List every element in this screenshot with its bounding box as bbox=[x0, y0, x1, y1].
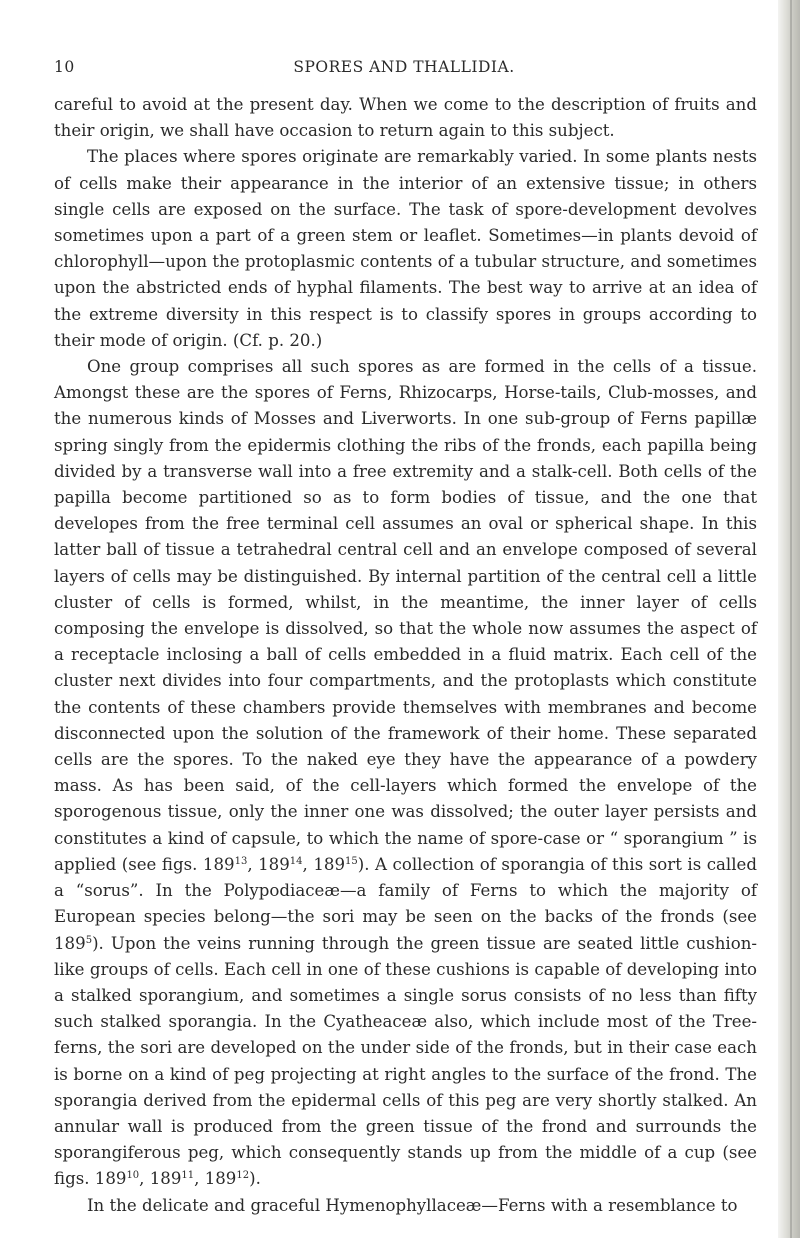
figure-superscript: 13 bbox=[234, 855, 248, 867]
figure-superscript: 5 bbox=[85, 934, 93, 946]
figure-superscript: 12 bbox=[236, 1170, 250, 1182]
paragraph-text: One group comprises all such spores as are formed in the cells of a tissue. Amongst these are the spores of Ferns, Rhizocarps, Horse-tails, Club-mosses, and the numerous kinds of Mosses and Liverworts. In one sub-group of Ferns papillæ spring singly from the epidermis clothing the ribs of the fronds, each papilla being divided by a transverse wall into a free extremity and a stalk-cell. Both cells of the papilla become partitioned so as to form bodies of tissue, and the one that developes from the free terminal cell assumes an oval or spherical shape. In this latter ball of tissue a tetrahedral central cell and an envelope composed of several layers of cells may be distinguished. By internal partition of the central cell a little cluster of cells is formed, whilst, in the meantime, the inner layer of cells composing the envelope is dissolved, so that the whole now assumes the aspect of a receptacle inclosing a ball of cells embedded in a fluid matrix. Each cell of the cluster next divides into four compartments, and the protoplasts which constitute the contents of these chambers provide themselves with membranes and become disconnected upon the solution of the framework of their home. These separated cells are the spores. To the naked eye they have the appearance of a powdery mass. As has been said, of the cell-layers which formed the envelope of the sporogenous tissue, only the inner one was dissolved; the outer layer persists and constitutes a kind of capsule, to which the name of spore-case or “ sporangium ” is applied (see figs. 189 bbox=[54, 357, 757, 874]
page-edge-shadow bbox=[778, 0, 800, 1238]
paragraph bbox=[54, 354, 757, 1193]
paragraph-text: careful to avoid at the present day. When we come to the description of fruits and their origin, we shall have occasion to return again to this subject. bbox=[54, 95, 757, 141]
paragraph bbox=[54, 144, 757, 354]
figure-superscript: 14 bbox=[289, 855, 303, 867]
paragraph-text: , 189 bbox=[302, 854, 346, 874]
paragraph-text: In the delicate and graceful Hymenophyllaceæ—Ferns with a resemblance to bbox=[87, 1195, 738, 1215]
figure-superscript: 11 bbox=[181, 1170, 195, 1182]
page-number: 10 bbox=[54, 58, 75, 76]
paragraph-text: ). A collection of sporangia of this sort is called a “sorus”. In the Polypodiaceæ—a family of Ferns to which the majority of European species belong—the sori may be seen on the backs of the fronds (see 189 bbox=[54, 854, 757, 953]
page-header bbox=[54, 58, 754, 82]
body-text bbox=[54, 92, 757, 1219]
figure-superscript: 15 bbox=[345, 855, 358, 867]
page-edge-line bbox=[790, 0, 792, 1238]
figure-superscript: 10 bbox=[126, 1170, 140, 1182]
paragraph-text: , 189 bbox=[194, 1169, 237, 1189]
paragraph-text: The places where spores originate are remarkably varied. In some plants nests of cells make their appearance in the interior of an extensive tissue; in others single cells are exposed on the surface. The task of spore-development devolves sometimes upon a part of a green stem or leaflet. Sometimes—in plants devoid of chlorophyll—upon the protoplasmic contents of a tubular structure, and sometimes upon the abstricted ends of hyphal filaments. The best way to arrive at an idea of the extreme diversity in this respect is to classify spores in groups according to their mode of origin. (Cf. p. 20.) bbox=[54, 147, 757, 350]
paragraph bbox=[54, 1193, 757, 1219]
running-title: SPORES AND THALLIDIA. bbox=[293, 58, 515, 76]
paragraph-text: , 189 bbox=[139, 1169, 182, 1189]
paragraph-text: ). Upon the veins running through the green tissue are seated little cushion-like groups of cells. Each cell in one of these cushions is capable of developing into a stalked sporangium, and sometimes a single sorus consists of no less than fifty such stalked sporangia. In the Cyatheaceæ also, which include most of the Tree-ferns, the sori are developed on the under side of the fronds, but in their case each is borne on a kind of peg projecting at right angles to the surface of the frond. The sporangia derived from the epidermal cells of this peg are very shortly stalked. An annular wall is produced from the green tissue of the frond and surrounds the sporangiferous peg, which consequently stands up from the middle of a cup (see figs. 189 bbox=[54, 933, 757, 1189]
paragraph-text: , 189 bbox=[247, 854, 290, 874]
paragraph-text: ). bbox=[249, 1169, 261, 1189]
paragraph bbox=[54, 92, 757, 144]
